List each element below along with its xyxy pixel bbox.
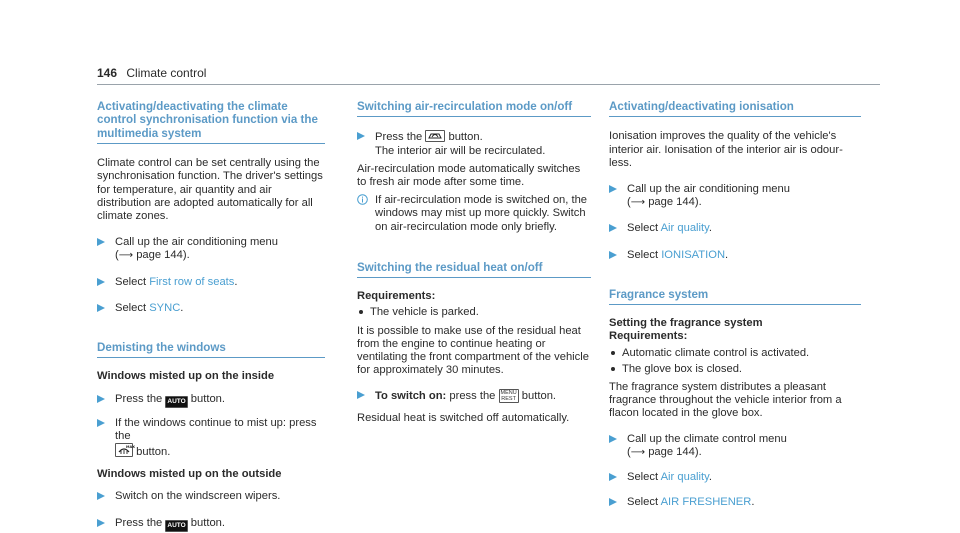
- heading-demisting: Demisting the windows: [97, 341, 325, 358]
- sync-step-2: Select First row of seats.: [97, 276, 325, 289]
- menu-item-first-row[interactable]: First row of seats: [149, 275, 235, 288]
- fragrance-step-3: Select AIR FRESHENER.: [609, 496, 861, 509]
- recirc-para: Air-recirculation mode automatically switches to fresh air mode after some time.: [357, 162, 581, 189]
- subheading-outside: Windows misted up on the outside: [97, 468, 282, 481]
- demist-step-wipers: Switch on the windscreen wipers.: [97, 490, 325, 503]
- ion-step-1: Call up the air conditioning menu (⟶ page 144).: [609, 183, 861, 209]
- residual-auto-off: Residual heat is switched off automatically.: [357, 411, 570, 424]
- column-right: [609, 100, 861, 509]
- heading-fragrance: Fragrance system: [609, 288, 861, 305]
- ion-step-2: Select Air quality.: [609, 222, 861, 235]
- column-left: [97, 100, 325, 532]
- sync-step-1: Call up the air conditioning menu (⟶ page 144).: [97, 236, 325, 262]
- menu-item-ionisation[interactable]: IONISATION: [661, 248, 726, 261]
- requirements-label: Requirements:: [609, 330, 688, 343]
- requirement-item: Automatic climate control is activated.: [609, 347, 861, 360]
- page-ref-arrow-icon: ⟶: [630, 446, 646, 458]
- fragrance-step-2: Select Air quality.: [609, 471, 861, 484]
- sync-step-3: Select SYNC.: [97, 302, 325, 315]
- page-ref-arrow-icon: ⟶: [630, 197, 646, 209]
- menu-item-air-quality[interactable]: Air quality: [660, 471, 709, 484]
- requirement-item: The vehicle is parked.: [357, 306, 591, 319]
- header-divider: [97, 84, 880, 85]
- menu-rest-button-icon: MENU REST: [500, 390, 517, 403]
- car-recirculation-icon: [425, 130, 445, 142]
- residual-para: It is possible to make use of the residual heat from the engine to continue heating or ventilating the front compartment of the vehicle for approximately 30 minutes.: [357, 324, 589, 377]
- max-defrost-icon: [115, 443, 133, 457]
- recirc-note: If air-recirculation mode is switched on, the windows may mist up more quickly. Switch on air-recirculation mode only briefly.: [357, 194, 591, 234]
- demist-step-auto: Press the AUTO button.: [97, 393, 325, 408]
- ionisation-intro: Ionisation improves the quality of the vehicle's interior air. Ionisation of the interior air is odour-less.: [609, 130, 843, 169]
- heading-sync: Activating/deactivating the climate control synchronisation function via the multimedia system: [97, 100, 325, 144]
- section-title: Climate control: [126, 66, 207, 80]
- page-ref-link[interactable]: page 144).: [136, 249, 190, 262]
- residual-step: To switch on: press the MENU REST button.: [357, 389, 591, 403]
- auto-button-icon: AUTO: [165, 520, 187, 532]
- subheading-fragrance-setting: Setting the fragrance system: [609, 317, 763, 330]
- column-middle: [357, 100, 591, 425]
- recirc-step: Press the button. The interior air will be recirculated.: [357, 130, 591, 157]
- heading-recirculation: Switching air-recirculation mode on/off: [357, 100, 591, 117]
- subheading-inside: Windows misted up on the inside: [97, 370, 275, 383]
- page-number: 146: [97, 66, 118, 80]
- auto-button-icon: AUTO: [165, 396, 187, 408]
- fragrance-para: The fragrance system distributes a pleasant fragrance throughout the vehicle interior from a flacon located in the glove box.: [609, 381, 842, 420]
- page-header: [97, 66, 206, 80]
- page-ref-arrow-icon: ⟶: [118, 250, 134, 262]
- heading-residual-heat: Switching the residual heat on/off: [357, 261, 591, 278]
- requirements-label: Requirements:: [357, 290, 436, 303]
- heading-ionisation: Activating/deactivating ionisation: [609, 100, 861, 117]
- fragrance-step-1: Call up the climate control menu (⟶ page 144).: [609, 433, 861, 459]
- info-icon: [357, 194, 368, 205]
- menu-item-air-quality[interactable]: Air quality: [660, 222, 709, 235]
- svg-text:MAX: MAX: [126, 445, 135, 450]
- menu-item-sync[interactable]: SYNC: [149, 301, 181, 314]
- demist-step-auto-2: Press the AUTO button.: [97, 517, 325, 532]
- ion-step-3: Select IONISATION.: [609, 249, 861, 262]
- page-ref-link[interactable]: page 144).: [648, 196, 702, 209]
- requirement-item: The glove box is closed.: [609, 363, 861, 376]
- demist-step-max: If the windows continue to mist up: press the MAX button.: [97, 417, 325, 460]
- sync-intro: Climate control can be set centrally using the synchronisation function. The driver's settings for temperature, air quantity and air distribution are adopted automatically for all climate zones.: [97, 157, 323, 223]
- menu-item-air-freshener[interactable]: AIR FRESHENER: [660, 496, 752, 509]
- page-ref-link[interactable]: page 144).: [648, 445, 702, 458]
